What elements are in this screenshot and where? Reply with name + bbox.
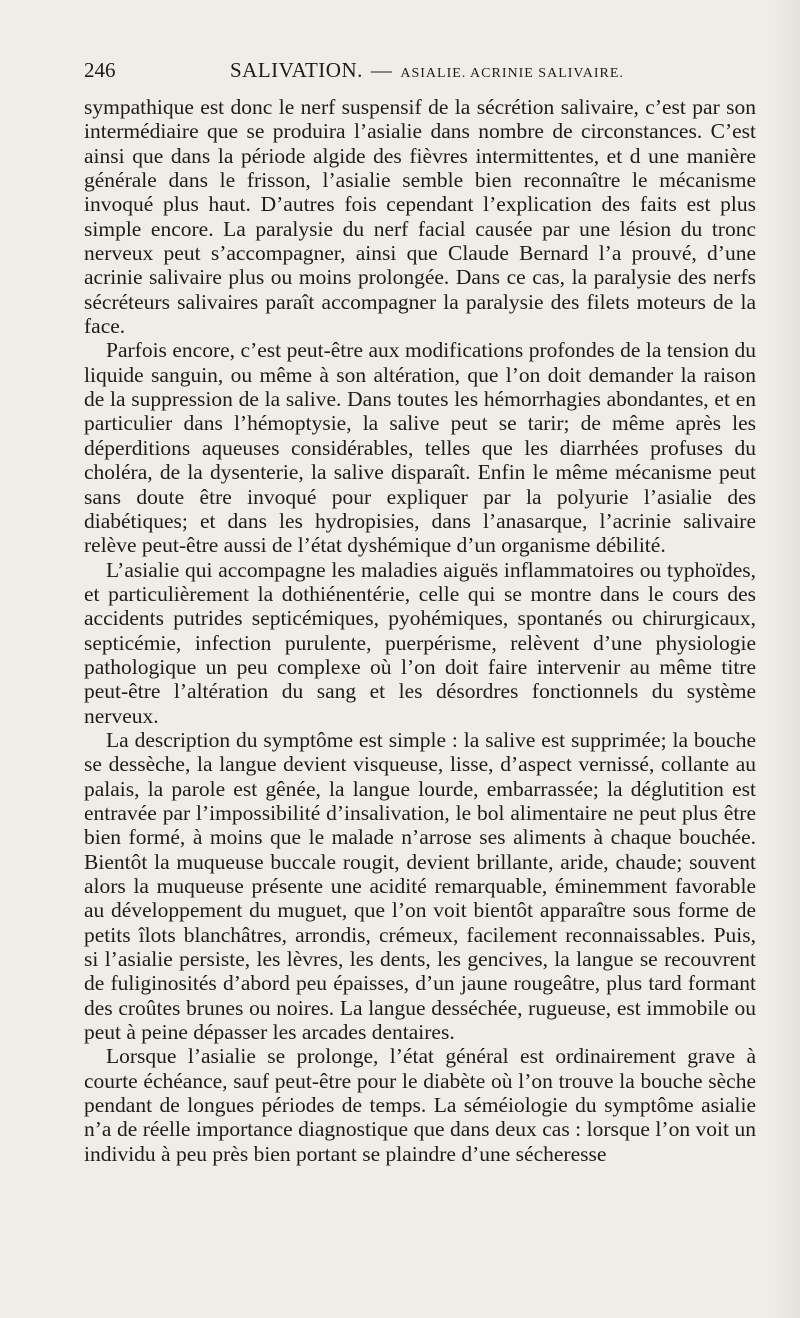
- running-title: [230, 58, 624, 83]
- paragraph-4: La description du symptôme est simple : la salive est supprimée; la bouche se dessèche, la langue devient visqueuse, lisse, d’aspect vernissé, collante au palais, la parole est gênée, la langue lourde, embarrassée; la déglutition est entravée par l’impossibilité d’insalivation, le bol alimentaire ne peut plus être bien formé, à moins que le malade n’arrose ses aliments à chaque bouchée. Bientôt la muqueuse buccale rougit, devient brillante, aride, chaude; souvent alors la muqueuse présente une acidité remarquable, éminemment favorable au développement du muguet, que l’on voit bientôt apparaître sous forme de petits îlots blanchâtres, arrondis, crémeux, facilement reconnaissables. Puis, si l’asialie persiste, les lèvres, les dents, les gencives, la langue se recouvrent de fuliginosités d’abord peu épaisses, d’un jaune rougeâtre, plus tard formant des croûtes brunes ou noires. La langue desséchée, rugueuse, est immobile ou peut à peine dépasser les arcades dentaires.: [84, 727, 756, 1045]
- page-number: 246: [84, 58, 116, 82]
- body-text: [84, 95, 756, 1166]
- running-title-separator: —: [370, 58, 393, 82]
- page-edge-shadow: [772, 0, 800, 1318]
- paragraph-2: Parfois encore, c’est peut-être aux modifications profondes de la tension du liquide sanguin, ou même à son altération, que l’on doit demander la raison de la suppression de la salive. Dans toutes les hémorrhagies abondantes, et en particulier dans l’hémoptysie, la salive peut se tarir; de même après les déperditions aqueuses considérables, telles que les diarrhées profuses du choléra, de la dysenterie, la salive disparaît. Enfin le même mécanisme peut sans doute être invoqué pour expliquer par la polyurie l’asialie des diabétiques; et dans les hydropisies, dans l’anasarque, l’acrinie salivaire relève peut-être aussi de l’état dyshémique d’un organisme débilité.: [84, 338, 756, 558]
- running-title-subtitle: ASIALIE. ACRINIE SALIVAIRE.: [400, 66, 624, 81]
- page-header: [84, 58, 764, 90]
- paragraph-3: L’asialie qui accompagne les maladies aiguës inflammatoires ou typhoïdes, et particulièrement la dothiénentérie, celle qui se montre dans le cours des accidents putrides septicémiques, pyohémiques, spontanés ou chirurgicaux, septicémie, infection purulente, puerpérisme, relèvent d’une physiologie pathologique un peu complexe où l’on doit faire intervenir au même titre peut-être l’altération du sang et les désordres fonctionnels du système nerveux.: [84, 557, 756, 728]
- running-title-main: SALIVATION.: [230, 58, 363, 82]
- paragraph-5: Lorsque l’asialie se prolonge, l’état général est ordinairement grave à courte échéance, sauf peut-être pour le diabète où l’on trouve la bouche sèche pendant de longues périodes de temps. La séméiologie du symptôme asialie n’a de réelle importance diagnostique que dans deux cas : lorsque l’on voit un individu à peu près bien portant se plaindre d’une sécheresse: [84, 1044, 756, 1166]
- paragraph-1: sympathique est donc le nerf suspensif de la sécrétion salivaire, c’est par son intermédiaire que se produira l’asialie dans nombre de circonstances. C’est ainsi que dans la période algide des fièvres intermittentes, et d une manière générale dans le frisson, l’asialie semble bien reconnaître le mécanisme invoqué plus haut. D’autres fois cependant l’explication des faits est plus simple encore. La paralysie du nerf facial causée par une lésion du tronc nerveux peut s’accompagner, ainsi que Claude Bernard l’a prouvé, d’une acrinie salivaire plus ou moins prolongée. Dans ce cas, la paralysie des nerfs sécréteurs salivaires paraît accompagner la paralysie des filets moteurs de la face.: [84, 95, 756, 339]
